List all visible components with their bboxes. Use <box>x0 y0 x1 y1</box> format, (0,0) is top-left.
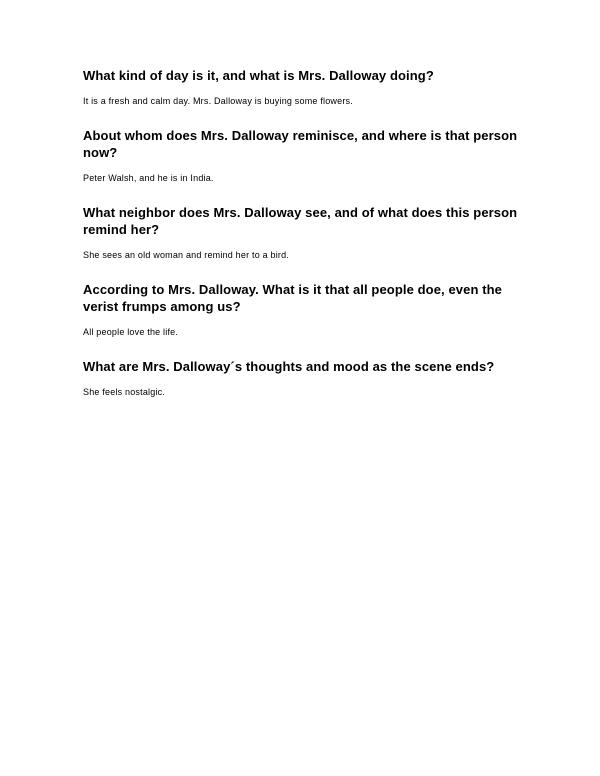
answer-3: She sees an old woman and remind her to a bird. <box>83 250 290 260</box>
answer-1: It is a fresh and calm day. Mrs. Dalloway is buying some flowers. <box>83 96 353 106</box>
question-3: What neighbor does Mrs. Dalloway see, and of what does this person remind her? <box>83 205 518 237</box>
question-1: What kind of day is it, and what is Mrs. Dalloway doing? <box>83 68 434 83</box>
answer-4: All people love the life. <box>83 327 179 337</box>
qa-item-4 <box>83 281 523 338</box>
question-4: According to Mrs. Dalloway. What is it that all people doe, even the verist frumps among us? <box>83 282 503 314</box>
qa-item-2 <box>83 127 523 184</box>
question-answer-list <box>83 67 523 418</box>
qa-item-5 <box>83 358 523 398</box>
qa-item-3 <box>83 204 523 261</box>
answer-5: She feels nostalgic. <box>83 387 166 397</box>
question-2: About whom does Mrs. Dalloway reminisce, and where is that person now? <box>83 128 518 160</box>
question-5: What are Mrs. Dalloway´s thoughts and mood as the scene ends? <box>83 359 495 374</box>
answer-2: Peter Walsh, and he is in India. <box>83 173 214 183</box>
qa-item-1 <box>83 67 523 107</box>
